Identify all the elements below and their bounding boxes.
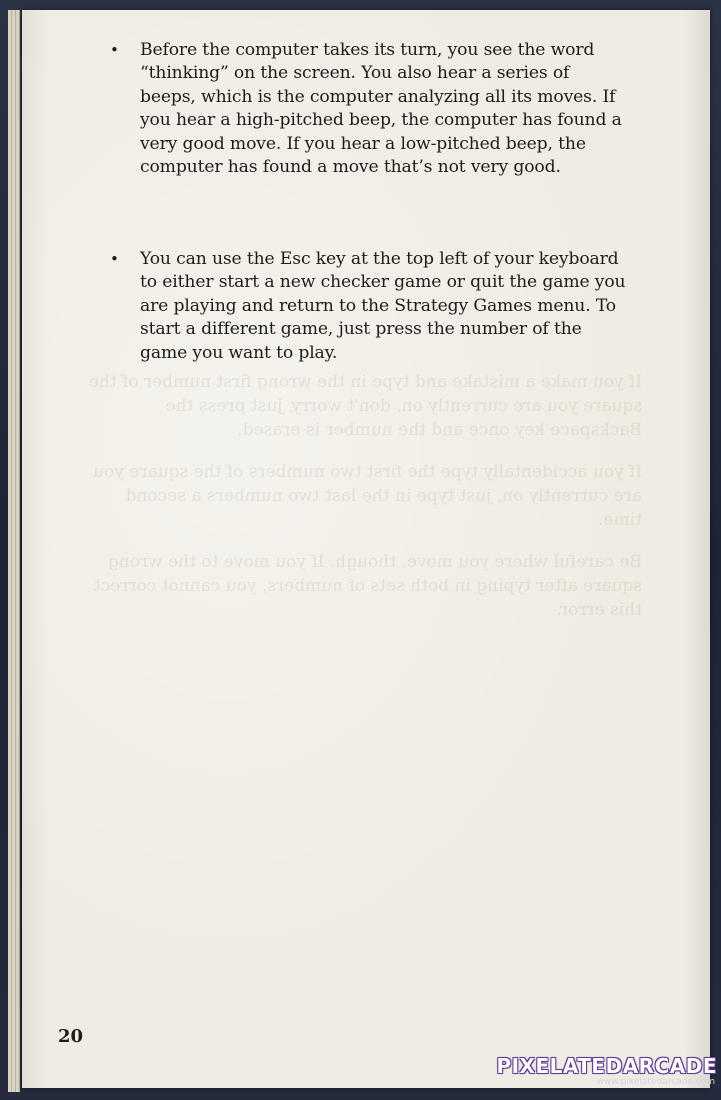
bullet-item-thinking: [110, 39, 630, 179]
page-edge: [16, 10, 20, 1092]
manual-page: [22, 10, 710, 1088]
bleed-through-text: If you make a mistake and type in the wrong first number of the square you are currently on, don't worry, just press the Backspace key once and the number is erased. If you accidentally type the first two numbers of the square you are currently on, just type in the last two numbers a second time. Be careful where you move, though. If you move to the wrong square after typing in both sets of numbers, you cannot correct this error.: [88, 372, 642, 620]
watermark-logo: PIXELATEDARCADE: [496, 1054, 717, 1078]
page-number: 20: [58, 1026, 84, 1047]
bullet-item-text: Before the computer takes its turn, you see the word “thinking” on the screen. You also hear a series of beeps, which is the computer analyzing all its moves. If you hear a high-pitched beep, the computer has found a very good move. If you hear a low-pitched beep, the computer has found a move that’s not very good.: [140, 40, 622, 178]
bullet-item-esc-key: [110, 248, 630, 365]
bullet-icon: •: [110, 250, 119, 268]
watermark-url: www.pixelatedarcade.com: [596, 1077, 715, 1087]
watermark: [496, 1055, 717, 1088]
bullet-icon: •: [110, 41, 119, 59]
bullet-item-text: You can use the Esc key at the top left of your keyboard to either start a new checker game or quit the game you are playing and return to the Strategy Games menu. To start a different game, just press the number of the game you want to play.: [140, 249, 626, 363]
